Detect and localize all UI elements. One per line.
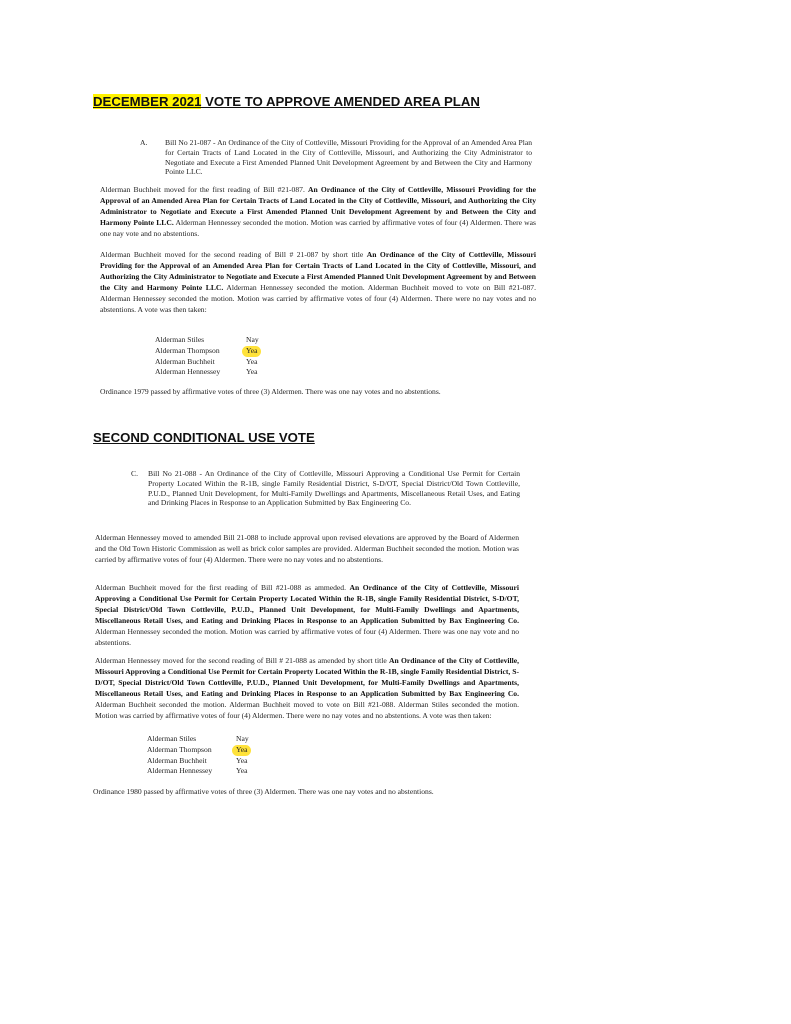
vote-row: [155, 346, 285, 357]
vote-row: [155, 357, 285, 368]
para-text: Alderman Hennessey seconded the motion. Motion was carried by affirmative votes of four (4) Aldermen. There was one nay vote and no abstentions.: [100, 217, 536, 238]
vote-value-highlighted: Yea: [242, 346, 261, 357]
ordinance-result-1980: Ordinance 1980 passed by affirmative votes of three (3) Aldermen. There was one nay votes and no abstentions.: [93, 787, 434, 796]
agenda-item-c: [131, 469, 520, 523]
para-text: Alderman Buchheit moved for the second reading of Bill # 21-087 by short title: [100, 250, 367, 259]
heading-title-text: VOTE TO APPROVE AMENDED AREA PLAN: [201, 94, 480, 109]
alderman-name: Alderman Thompson: [155, 345, 220, 355]
vote-tally-2: [147, 734, 277, 777]
section-heading-amended-area-plan: [93, 94, 480, 109]
para-text: Alderman Hennessey moved for the second reading of Bill # 21-088 as amended by short title: [95, 656, 389, 665]
paragraph-first-reading-21-087: [100, 185, 536, 240]
vote-value: Yea: [236, 766, 248, 776]
ordinance-title-bold: An Ordinance of the City of Cottleville, Missouri Approving a Conditional Use Permit for Certain Property Located Within the R-1B, single Family Residential District, S-D/OT, Special District/Old Town Cottleville, P.U.D., Planned Unit Development, for Multi-Family Dwellings and Apartments, Miscellaneous Retail Uses, and Eating and Drinking Places in Response to an Application Submitted by Bax Engineering Co.: [95, 583, 520, 625]
vote-row: [155, 367, 285, 378]
vote-row: [147, 766, 277, 777]
agenda-item-marker: C.: [131, 469, 138, 478]
vote-value: Yea: [246, 356, 258, 366]
paragraph-second-reading-21-087: [100, 250, 536, 315]
agenda-item-text: Bill No 21-087 - An Ordinance of the City of Cottleville, Missouri Providing for the Approval of an Amended Area Plan for Certain Tracts of Land Located in the City of Cottleville, Missouri, and Authorizing the City Administrator to Negotiate and Execute a First Amended Planned Unit Development Agreement by and Between the City and Harmony Pointe LLC.: [165, 138, 532, 177]
vote-value: Nay: [236, 734, 249, 743]
para-text: Alderman Buchheit moved for the first reading of Bill #21-087.: [100, 185, 308, 194]
paragraph-second-reading-21-088: [95, 656, 519, 721]
agenda-item-a: [140, 138, 532, 180]
vote-row: [147, 745, 277, 756]
ordinance-result-1979: Ordinance 1979 passed by affirmative votes of three (3) Aldermen. There was one nay votes and no abstentions.: [100, 387, 441, 396]
paragraph-first-reading-21-088: [95, 583, 519, 648]
alderman-name: Alderman Stiles: [147, 734, 197, 743]
vote-value: Yea: [246, 367, 258, 377]
heading-highlighted-date: DECEMBER 2021: [93, 94, 202, 109]
alderman-name: Alderman Thompson: [147, 744, 212, 754]
para-text: Alderman Hennessey seconded the motion. Alderman Buchheit moved to vote on Bill #21-087. Alderman Hennessey seconded the motion. Motion was carried by affirmative votes of four (4) Aldermen. There were no nay votes and no abstentions. A vote was then taken:: [100, 282, 536, 314]
para-text: Alderman Buchheit seconded the motion. Alderman Buchheit moved to vote on Bill #21-088. Alderman Stiles seconded the motion. Motion was carried by affirmative votes of four (4) Aldermen. There were no nay votes and no abstentions. A vote was then taken:: [95, 699, 519, 720]
agenda-item-text: Bill No 21-088 - An Ordinance of the City of Cottleville, Missouri Approving a Conditional Use Permit for Certain Property Located Within the R-1B, single Family Residential District, S-D/OT, Special District/Old Town Cottleville, P.U.D., Planned Unit Development, for Multi-Family Dwellings and Apartments, Miscellaneous Retail Uses, and Eating and Drinking Places in Response to an Application Submitted by Bax Engineering Co.: [148, 469, 520, 508]
alderman-name: Alderman Stiles: [155, 335, 205, 344]
alderman-name: Alderman Buchheit: [155, 356, 215, 366]
agenda-item-marker: A.: [140, 138, 148, 147]
para-text: Alderman Buchheit moved for the first reading of Bill #21-088 as ammeded.: [95, 583, 350, 592]
para-text: Alderman Hennessey seconded the motion. Motion was carried by affirmative votes of four (4) Aldermen. There was one nay vote and no abstentions.: [95, 626, 519, 647]
alderman-name: Alderman Buchheit: [147, 755, 207, 765]
vote-row: [147, 734, 277, 745]
vote-value: Yea: [236, 755, 248, 765]
section-heading-conditional-use: SECOND CONDITIONAL USE VOTE: [93, 430, 315, 445]
ordinance-title-bold: An Ordinance of the City of Cottleville, Missouri Approving a Conditional Use Permit for Certain Property Located Within the R-1B, single Family Residential District, S-D/OT, Special District/Old Town Cottleville, P.U.D., Planned Unit Development, for Multi-Family Dwellings and Apartments, Miscellaneous Retail Uses, and Eating and Drinking Places in Response to an Application Submitted by Bax Engineering Co.: [95, 656, 519, 698]
alderman-name: Alderman Hennessey: [147, 766, 213, 776]
vote-value-highlighted: Yea: [232, 745, 251, 756]
vote-tally-1: [155, 335, 285, 378]
alderman-name: Alderman Hennessey: [155, 367, 221, 377]
vote-row: [155, 335, 285, 346]
vote-value: Nay: [246, 335, 259, 344]
ordinance-title-bold: An Ordinance of the City of Cottleville, Missouri Providing for the Approval of an Amended Area Plan for Certain Tracts of Land Located in the City of Cottleville, Missouri, and Authorizing the City Administrator to Negotiate and Execute a First Amended Planned Unit Development Agreement by and Between the City and Harmony Pointe LLC.: [100, 250, 536, 292]
paragraph-amend-21-088: Alderman Hennessey moved to amended Bill 21-088 to include approval upon revised elevations are approved by the Board of Aldermen and the Old Town Historic Commission as well as brick color samples are provided. Alderman Buchheit seconded the motion. Motion was carried by affirmative votes of four (4) Aldermen. There were no nay votes and no abstentions.: [95, 533, 519, 564]
ordinance-title-bold: An Ordinance of the City of Cottleville, Missouri Providing for the Approval of an Amended Area Plan for Certain Tracts of Land Located in the City of Cottleville, Missouri, and Authorizing the City Administrator to Negotiate and Execute a First Amended Planned Unit Development Agreement by and Between the City and Harmony Pointe LLC.: [100, 185, 536, 227]
vote-row: [147, 756, 277, 767]
